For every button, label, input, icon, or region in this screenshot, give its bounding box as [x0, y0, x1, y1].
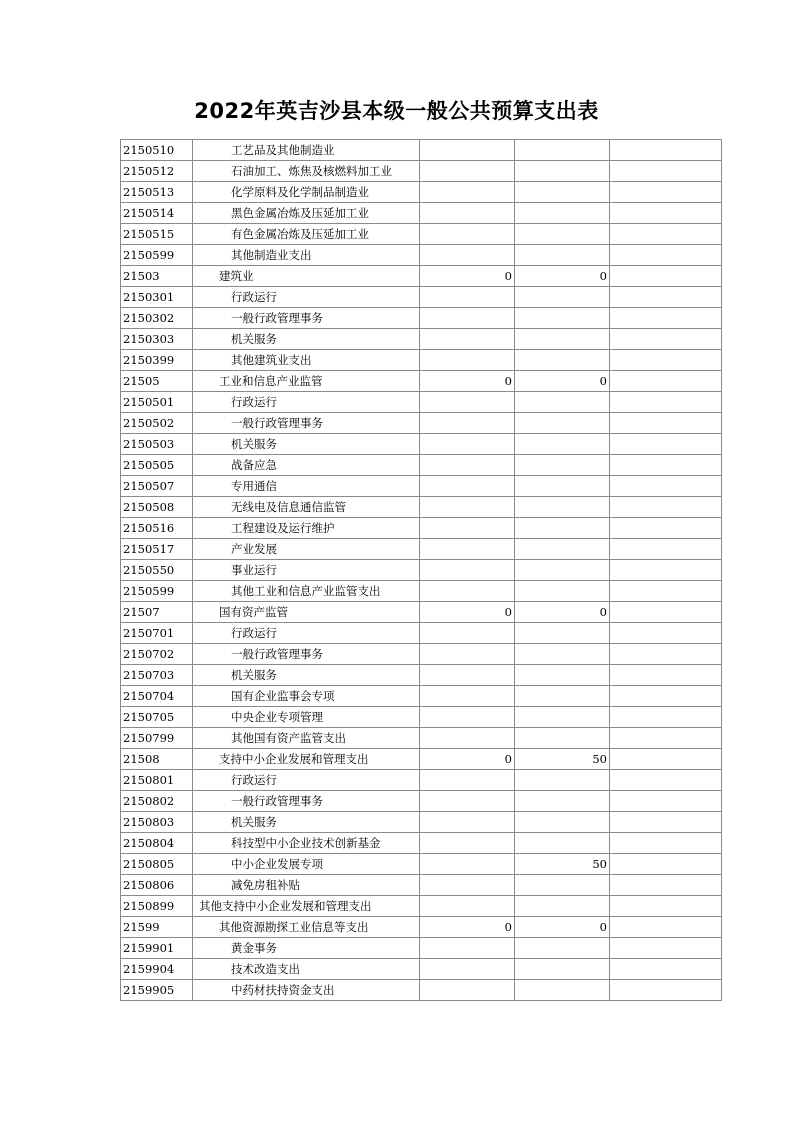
table-row — [121, 140, 722, 161]
table-row — [121, 581, 722, 602]
account-name-cell: 机关服务 — [193, 329, 420, 350]
account-name-cell: 中小企业发展专项 — [193, 854, 420, 875]
account-code-cell: 2150599 — [121, 581, 193, 602]
account-code-cell: 2150515 — [121, 224, 193, 245]
amount-cell-2 — [515, 623, 610, 644]
amount-cell-2 — [515, 560, 610, 581]
account-code-cell: 2150802 — [121, 791, 193, 812]
amount-cell-2 — [515, 644, 610, 665]
account-code-cell: 21599 — [121, 917, 193, 938]
account-name-cell: 化学原料及化学制品制造业 — [193, 182, 420, 203]
account-code-cell: 21507 — [121, 602, 193, 623]
amount-cell-1 — [420, 224, 515, 245]
amount-cell-3 — [610, 644, 722, 665]
amount-cell-1 — [420, 707, 515, 728]
amount-cell-1 — [420, 203, 515, 224]
table-row — [121, 434, 722, 455]
amount-cell-3 — [610, 791, 722, 812]
amount-cell-2 — [515, 287, 610, 308]
amount-cell-3 — [610, 581, 722, 602]
amount-cell-2 — [515, 770, 610, 791]
table-row — [121, 791, 722, 812]
amount-cell-2 — [515, 518, 610, 539]
amount-cell-1 — [420, 392, 515, 413]
amount-cell-2 — [515, 497, 610, 518]
amount-cell-3 — [610, 245, 722, 266]
amount-cell-3 — [610, 938, 722, 959]
amount-cell-3 — [610, 434, 722, 455]
table-row — [121, 896, 722, 917]
amount-cell-3 — [610, 329, 722, 350]
account-name-cell: 石油加工、炼焦及核燃料加工业 — [193, 161, 420, 182]
amount-cell-1 — [420, 854, 515, 875]
account-code-cell: 2150804 — [121, 833, 193, 854]
amount-cell-1 — [420, 434, 515, 455]
account-code-cell: 2150517 — [121, 539, 193, 560]
account-name-cell: 行政运行 — [193, 287, 420, 308]
amount-cell-2: 50 — [515, 749, 610, 770]
table-row — [121, 728, 722, 749]
amount-cell-3 — [610, 497, 722, 518]
amount-cell-3 — [610, 161, 722, 182]
amount-cell-3 — [610, 770, 722, 791]
table-row — [121, 287, 722, 308]
amount-cell-2: 0 — [515, 917, 610, 938]
account-code-cell: 2159905 — [121, 980, 193, 1001]
amount-cell-3 — [610, 959, 722, 980]
account-name-cell: 其他工业和信息产业监管支出 — [193, 581, 420, 602]
amount-cell-1 — [420, 308, 515, 329]
amount-cell-2 — [515, 686, 610, 707]
amount-cell-2 — [515, 938, 610, 959]
account-code-cell: 2150704 — [121, 686, 193, 707]
amount-cell-3 — [610, 833, 722, 854]
account-name-cell: 机关服务 — [193, 434, 420, 455]
amount-cell-1 — [420, 980, 515, 1001]
table-row — [121, 224, 722, 245]
table-row — [121, 560, 722, 581]
amount-cell-1 — [420, 623, 515, 644]
account-code-cell: 2150503 — [121, 434, 193, 455]
account-name-cell: 工业和信息产业监管 — [193, 371, 420, 392]
amount-cell-3 — [610, 392, 722, 413]
amount-cell-3 — [610, 224, 722, 245]
amount-cell-3 — [610, 455, 722, 476]
account-name-cell: 其他制造业支出 — [193, 245, 420, 266]
amount-cell-2 — [515, 539, 610, 560]
account-code-cell: 2150701 — [121, 623, 193, 644]
amount-cell-1: 0 — [420, 602, 515, 623]
amount-cell-3 — [610, 980, 722, 1001]
account-name-cell: 支持中小企业发展和管理支出 — [193, 749, 420, 770]
budget-table — [120, 139, 722, 1001]
table-row — [121, 749, 722, 770]
account-name-cell: 黄金事务 — [193, 938, 420, 959]
amount-cell-1 — [420, 140, 515, 161]
amount-cell-1 — [420, 770, 515, 791]
account-name-cell: 建筑业 — [193, 266, 420, 287]
table-row — [121, 623, 722, 644]
account-name-cell: 一般行政管理事务 — [193, 644, 420, 665]
amount-cell-1 — [420, 518, 515, 539]
account-name-cell: 减免房租补贴 — [193, 875, 420, 896]
amount-cell-1: 0 — [420, 266, 515, 287]
table-row — [121, 161, 722, 182]
amount-cell-1: 0 — [420, 371, 515, 392]
amount-cell-2 — [515, 329, 610, 350]
account-name-cell: 行政运行 — [193, 623, 420, 644]
amount-cell-1 — [420, 644, 515, 665]
account-name-cell: 机关服务 — [193, 812, 420, 833]
amount-cell-1 — [420, 182, 515, 203]
amount-cell-2: 0 — [515, 371, 610, 392]
account-code-cell: 2159901 — [121, 938, 193, 959]
amount-cell-2 — [515, 308, 610, 329]
account-code-cell: 2150301 — [121, 287, 193, 308]
account-code-cell: 21505 — [121, 371, 193, 392]
amount-cell-3 — [610, 665, 722, 686]
amount-cell-1 — [420, 413, 515, 434]
amount-cell-2 — [515, 665, 610, 686]
amount-cell-1 — [420, 959, 515, 980]
account-code-cell: 21503 — [121, 266, 193, 287]
table-row — [121, 875, 722, 896]
amount-cell-3 — [610, 602, 722, 623]
amount-cell-3 — [610, 812, 722, 833]
amount-cell-2 — [515, 812, 610, 833]
table-row — [121, 455, 722, 476]
amount-cell-1 — [420, 728, 515, 749]
table-row — [121, 644, 722, 665]
account-name-cell: 其他支持中小企业发展和管理支出 — [193, 896, 420, 917]
account-code-cell: 2150513 — [121, 182, 193, 203]
table-row — [121, 203, 722, 224]
amount-cell-2: 0 — [515, 602, 610, 623]
amount-cell-3 — [610, 203, 722, 224]
table-row — [121, 938, 722, 959]
amount-cell-2 — [515, 140, 610, 161]
account-name-cell: 事业运行 — [193, 560, 420, 581]
account-code-cell: 2150599 — [121, 245, 193, 266]
amount-cell-1 — [420, 287, 515, 308]
amount-cell-1 — [420, 539, 515, 560]
amount-cell-2 — [515, 959, 610, 980]
table-row — [121, 308, 722, 329]
amount-cell-3 — [610, 350, 722, 371]
table-row — [121, 476, 722, 497]
amount-cell-3 — [610, 287, 722, 308]
table-row — [121, 182, 722, 203]
amount-cell-1 — [420, 686, 515, 707]
amount-cell-3 — [610, 182, 722, 203]
table-row — [121, 812, 722, 833]
amount-cell-1 — [420, 665, 515, 686]
account-code-cell: 2150550 — [121, 560, 193, 581]
amount-cell-3 — [610, 623, 722, 644]
table-row — [121, 770, 722, 791]
amount-cell-3 — [610, 896, 722, 917]
account-code-cell: 2150505 — [121, 455, 193, 476]
amount-cell-2: 50 — [515, 854, 610, 875]
account-name-cell: 一般行政管理事务 — [193, 308, 420, 329]
amount-cell-2: 0 — [515, 266, 610, 287]
account-code-cell: 2150302 — [121, 308, 193, 329]
table-row — [121, 329, 722, 350]
account-code-cell: 2150508 — [121, 497, 193, 518]
account-code-cell: 2150514 — [121, 203, 193, 224]
amount-cell-2 — [515, 476, 610, 497]
account-name-cell: 行政运行 — [193, 392, 420, 413]
account-name-cell: 机关服务 — [193, 665, 420, 686]
account-code-cell: 2150512 — [121, 161, 193, 182]
budget-table-body — [121, 140, 722, 1001]
account-name-cell: 行政运行 — [193, 770, 420, 791]
amount-cell-1: 0 — [420, 749, 515, 770]
amount-cell-2 — [515, 707, 610, 728]
table-row — [121, 665, 722, 686]
account-code-cell: 2150510 — [121, 140, 193, 161]
account-code-cell: 2150702 — [121, 644, 193, 665]
amount-cell-2 — [515, 413, 610, 434]
amount-cell-2 — [515, 182, 610, 203]
account-name-cell: 中药材扶持资金支出 — [193, 980, 420, 1001]
amount-cell-1 — [420, 791, 515, 812]
account-name-cell: 其他国有资产监管支出 — [193, 728, 420, 749]
amount-cell-1 — [420, 812, 515, 833]
amount-cell-2 — [515, 392, 610, 413]
amount-cell-1 — [420, 875, 515, 896]
account-name-cell: 工程建设及运行维护 — [193, 518, 420, 539]
amount-cell-2 — [515, 833, 610, 854]
amount-cell-1 — [420, 896, 515, 917]
table-row — [121, 392, 722, 413]
account-code-cell: 2150516 — [121, 518, 193, 539]
table-row — [121, 266, 722, 287]
amount-cell-1 — [420, 938, 515, 959]
account-name-cell: 技术改造支出 — [193, 959, 420, 980]
account-name-cell: 国有企业监事会专项 — [193, 686, 420, 707]
account-name-cell: 有色金属冶炼及压延加工业 — [193, 224, 420, 245]
table-row — [121, 707, 722, 728]
account-code-cell: 2150803 — [121, 812, 193, 833]
account-name-cell: 无线电及信息通信监管 — [193, 497, 420, 518]
account-name-cell: 黑色金属冶炼及压延加工业 — [193, 203, 420, 224]
account-code-cell: 2150799 — [121, 728, 193, 749]
amount-cell-1: 0 — [420, 917, 515, 938]
amount-cell-2 — [515, 161, 610, 182]
amount-cell-1 — [420, 560, 515, 581]
account-name-cell: 专用通信 — [193, 476, 420, 497]
amount-cell-2 — [515, 728, 610, 749]
account-code-cell: 2150705 — [121, 707, 193, 728]
amount-cell-1 — [420, 455, 515, 476]
amount-cell-1 — [420, 350, 515, 371]
amount-cell-3 — [610, 539, 722, 560]
account-code-cell: 2150806 — [121, 875, 193, 896]
amount-cell-3 — [610, 875, 722, 896]
account-code-cell: 2150899 — [121, 896, 193, 917]
amount-cell-3 — [610, 707, 722, 728]
amount-cell-2 — [515, 224, 610, 245]
amount-cell-3 — [610, 140, 722, 161]
amount-cell-3 — [610, 749, 722, 770]
amount-cell-1 — [420, 581, 515, 602]
amount-cell-1 — [420, 476, 515, 497]
amount-cell-2 — [515, 455, 610, 476]
account-code-cell: 2150501 — [121, 392, 193, 413]
account-name-cell: 战备应急 — [193, 455, 420, 476]
account-code-cell: 2150703 — [121, 665, 193, 686]
table-row — [121, 917, 722, 938]
table-row — [121, 413, 722, 434]
table-row — [121, 518, 722, 539]
amount-cell-3 — [610, 686, 722, 707]
table-row — [121, 854, 722, 875]
amount-cell-3 — [610, 560, 722, 581]
account-name-cell: 工艺品及其他制造业 — [193, 140, 420, 161]
account-code-cell: 2150801 — [121, 770, 193, 791]
account-code-cell: 2150303 — [121, 329, 193, 350]
amount-cell-1 — [420, 161, 515, 182]
amount-cell-2 — [515, 875, 610, 896]
account-code-cell: 2150805 — [121, 854, 193, 875]
account-code-cell: 2159904 — [121, 959, 193, 980]
amount-cell-3 — [610, 728, 722, 749]
account-code-cell: 2150507 — [121, 476, 193, 497]
amount-cell-3 — [610, 476, 722, 497]
amount-cell-2 — [515, 791, 610, 812]
table-row — [121, 497, 722, 518]
amount-cell-3 — [610, 371, 722, 392]
amount-cell-2 — [515, 203, 610, 224]
table-row — [121, 686, 722, 707]
amount-cell-1 — [420, 833, 515, 854]
amount-cell-3 — [610, 266, 722, 287]
account-code-cell: 2150399 — [121, 350, 193, 371]
amount-cell-3 — [610, 854, 722, 875]
amount-cell-3 — [610, 518, 722, 539]
account-name-cell: 一般行政管理事务 — [193, 791, 420, 812]
amount-cell-3 — [610, 413, 722, 434]
table-row — [121, 350, 722, 371]
account-name-cell: 其他资源勘探工业信息等支出 — [193, 917, 420, 938]
table-row — [121, 959, 722, 980]
amount-cell-1 — [420, 245, 515, 266]
page-title: 2022年英吉沙县本级一般公共预算支出表 — [194, 99, 599, 123]
amount-cell-2 — [515, 896, 610, 917]
amount-cell-1 — [420, 329, 515, 350]
amount-cell-1 — [420, 497, 515, 518]
amount-cell-2 — [515, 980, 610, 1001]
amount-cell-2 — [515, 350, 610, 371]
amount-cell-3 — [610, 917, 722, 938]
account-name-cell: 一般行政管理事务 — [193, 413, 420, 434]
table-row — [121, 539, 722, 560]
table-row — [121, 371, 722, 392]
table-row — [121, 980, 722, 1001]
table-row — [121, 245, 722, 266]
account-name-cell: 其他建筑业支出 — [193, 350, 420, 371]
account-name-cell: 国有资产监管 — [193, 602, 420, 623]
table-row — [121, 602, 722, 623]
account-name-cell: 中央企业专项管理 — [193, 707, 420, 728]
amount-cell-3 — [610, 308, 722, 329]
table-row — [121, 833, 722, 854]
amount-cell-2 — [515, 245, 610, 266]
account-code-cell: 2150502 — [121, 413, 193, 434]
amount-cell-2 — [515, 581, 610, 602]
amount-cell-2 — [515, 434, 610, 455]
account-name-cell: 产业发展 — [193, 539, 420, 560]
account-name-cell: 科技型中小企业技术创新基金 — [193, 833, 420, 854]
account-code-cell: 21508 — [121, 749, 193, 770]
